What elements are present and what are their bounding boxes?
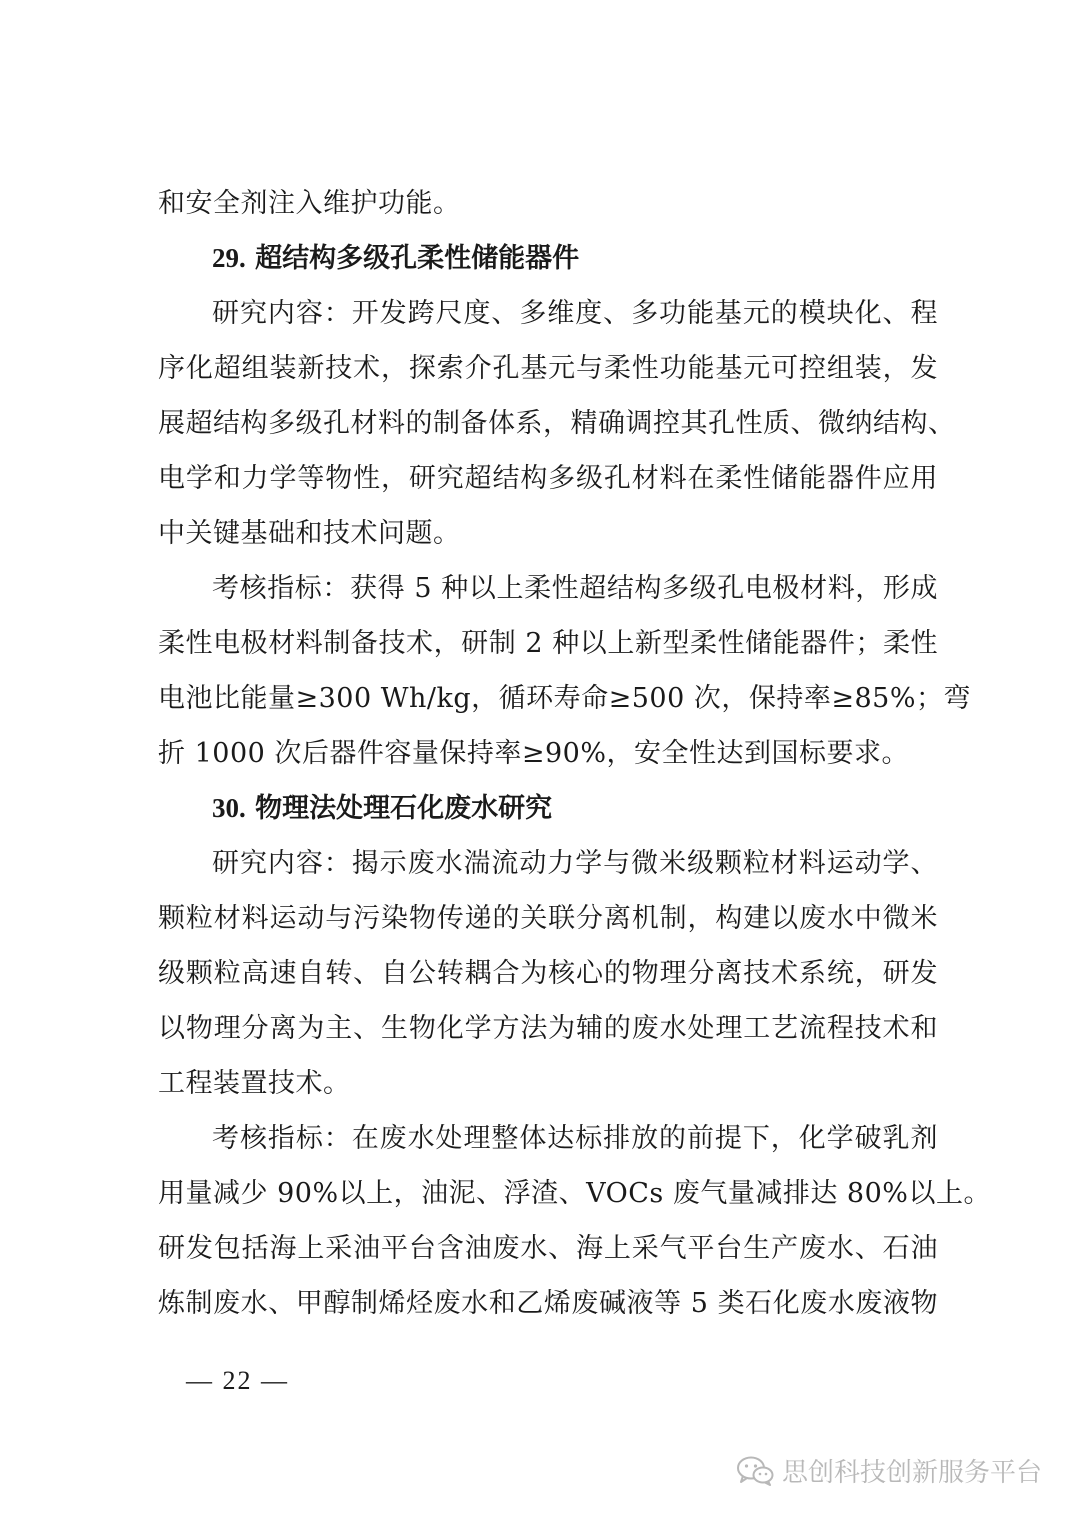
paragraph-line: 序化超组装新技术，探索介孔基元与柔性功能基元可控组装，发 — [158, 353, 938, 384]
paragraph-line: 和安全剂注入维护功能。 — [158, 188, 461, 219]
paragraph-line: 展超结构多级孔材料的制备体系，精确调控其孔性质、微纳结构、 — [158, 408, 956, 439]
document-page — [158, 176, 991, 1331]
paragraph-line: 考核指标：在废水处理整体达标排放的前提下，化学破乳剂 — [212, 1123, 938, 1154]
section-title: 物理法处理石化废水研究 — [255, 793, 553, 824]
section-title: 超结构多级孔柔性储能器件 — [255, 243, 580, 274]
paragraph-line: 折 1000 次后器件容量保持率≥90%，安全性达到国标要求。 — [158, 738, 910, 769]
section-number: 29. — [212, 243, 246, 273]
paragraph-line: 研究内容：揭示废水湍流动力学与微米级颗粒材料运动学、 — [212, 848, 938, 879]
paragraph-line: 以物理分离为主、生物化学方法为辅的废水处理工艺流程技术和 — [158, 1013, 938, 1044]
section-number: 30. — [212, 793, 246, 823]
paragraph-line: 用量减少 90%以上，油泥、浮渣、VOCs 废气量减排达 80%以上。 — [158, 1178, 991, 1209]
section-heading-29 — [158, 231, 938, 286]
paragraph-line: 柔性电极材料制备技术，研制 2 种以上新型柔性储能器件；柔性 — [158, 628, 938, 659]
paragraph-line: 中关键基础和技术问题。 — [158, 518, 461, 549]
paragraph-line: 研发包括海上采油平台含油废水、海上采气平台生产废水、石油 — [158, 1233, 938, 1264]
paragraph-line: 工程装置技术。 — [158, 1068, 351, 1099]
section-heading-30 — [158, 781, 938, 836]
paragraph-research-content — [158, 286, 956, 561]
paragraph-line: 炼制废水、甲醇制烯烃废水和乙烯废碱液等 5 类石化废水废液物 — [158, 1288, 938, 1319]
paragraph-line: 考核指标：获得 5 种以上柔性超结构多级孔电极材料，形成 — [212, 573, 938, 604]
page-number: — 22 — — [186, 1366, 289, 1395]
paragraph-line: 研究内容：开发跨尺度、多维度、多功能基元的模块化、程 — [212, 298, 938, 329]
wechat-icon — [736, 1456, 774, 1486]
paragraph-line: 电学和力学等物性，研究超结构多级孔材料在柔性储能器件应用 — [158, 463, 938, 494]
paragraph — [158, 176, 938, 231]
paragraph-line: 颗粒材料运动与污染物传递的关联分离机制，构建以废水中微米 — [158, 903, 938, 934]
paragraph-assessment-indicators — [158, 1111, 991, 1331]
paragraph-assessment-indicators — [158, 561, 971, 781]
paragraph-line: 电池比能量≥300 Wh/kg，循环寿命≥500 次，保持率≥85%；弯 — [158, 683, 971, 714]
paragraph-line: 级颗粒高速自转、自公转耦合为核心的物理分离技术系统，研发 — [158, 958, 938, 989]
watermark-text: 思创科技创新服务平台 — [781, 1458, 1042, 1488]
paragraph-research-content — [158, 836, 938, 1111]
watermark — [736, 1452, 1042, 1489]
